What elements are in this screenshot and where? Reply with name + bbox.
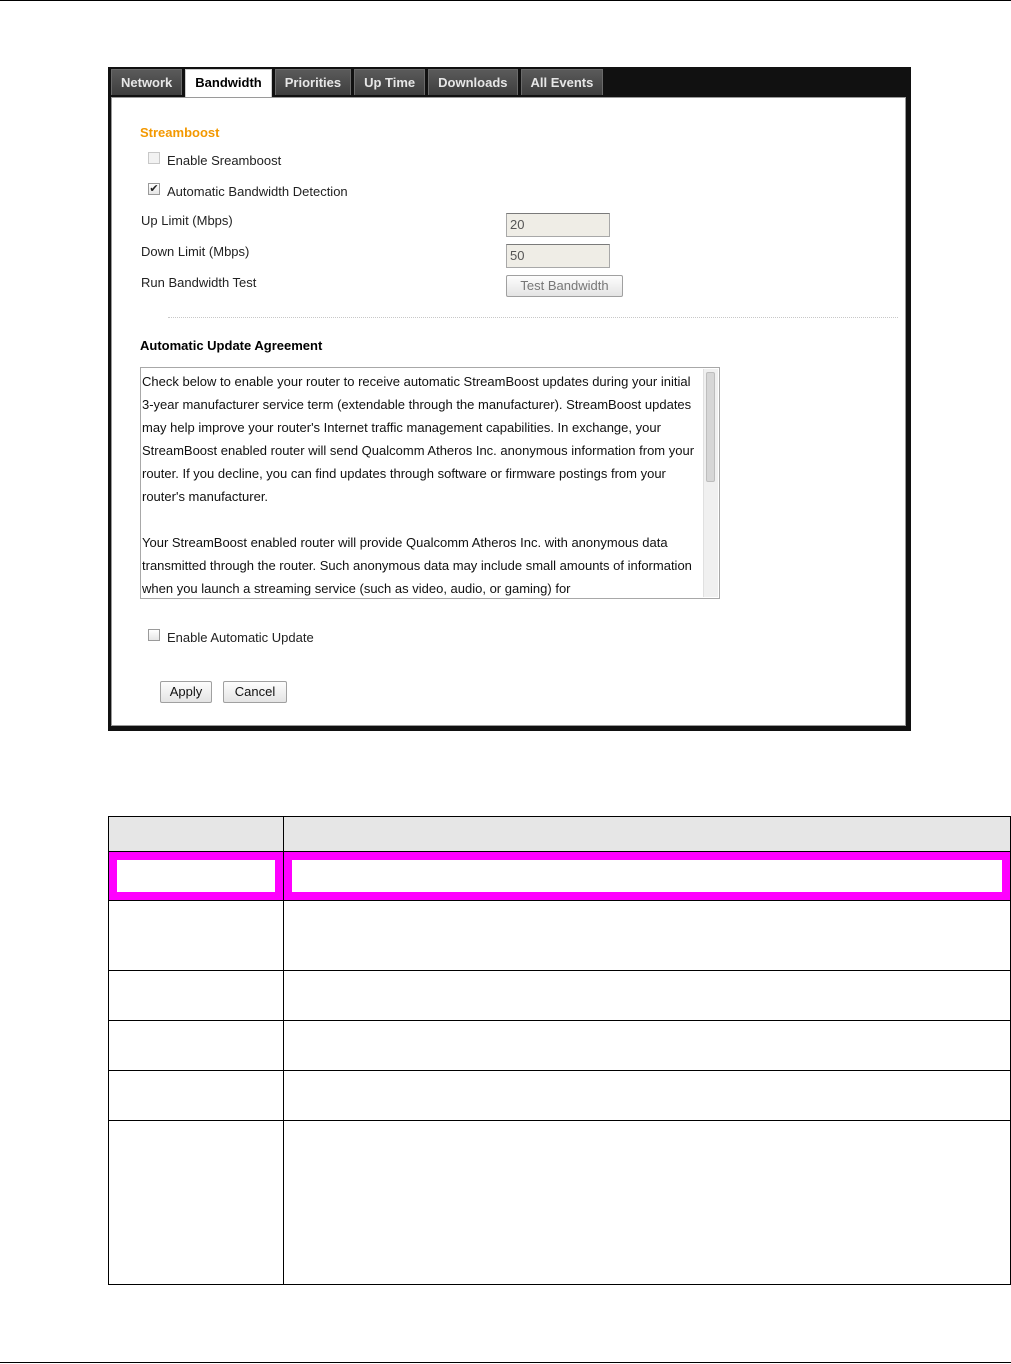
table-header-cell (109, 817, 284, 852)
enable-automatic-update-checkbox[interactable] (148, 629, 160, 641)
agreement-text-box[interactable] (140, 367, 720, 599)
bandwidth-panel (111, 97, 906, 726)
highlight-box (109, 852, 283, 900)
agreement-content (142, 370, 702, 599)
table-row-highlighted (109, 852, 1011, 901)
tab-priorities[interactable]: Priorities (275, 69, 351, 95)
auto-bandwidth-detection-label: Automatic Bandwidth Detection (167, 184, 348, 199)
table-cell (284, 1121, 1011, 1285)
table-row (109, 1021, 1011, 1071)
table-header-row (109, 817, 1011, 852)
enable-automatic-update-label: Enable Automatic Update (167, 630, 314, 645)
tab-downloads[interactable]: Downloads (428, 69, 517, 95)
scrollbar-thumb[interactable] (706, 372, 715, 482)
tab-bandwidth[interactable]: Bandwidth (185, 69, 271, 98)
table-cell (284, 971, 1011, 1021)
table-cell (284, 1071, 1011, 1121)
table-cell (109, 971, 284, 1021)
table-row (109, 901, 1011, 971)
agreement-paragraph-1: Check below to enable your router to receive automatic StreamBoost updates during your initial 3-year manufacturer service term (extendable through the manufacturer). StreamBoost updates may help improve your router's Internet traffic management capabilities. In exchange, your StreamBoost enabled router will send Qualcomm Atheros Inc. anonymous information from your router. If you decline, you can find updates through software or firmware postings from your router's manufacturer. (142, 374, 695, 504)
run-bandwidth-test-label: Run Bandwidth Test (141, 275, 257, 290)
tab-network[interactable]: Network (111, 69, 182, 95)
enable-streamboost-checkbox[interactable] (148, 152, 160, 164)
description-table (108, 816, 1011, 1285)
highlight-box (284, 852, 1010, 900)
up-limit-label: Up Limit (Mbps) (141, 213, 233, 228)
table-cell (109, 1021, 284, 1071)
router-settings-window (108, 67, 911, 731)
table-row (109, 1121, 1011, 1285)
up-limit-field[interactable]: 20 (506, 213, 610, 237)
table-cell (109, 1071, 284, 1121)
cancel-button[interactable]: Cancel (223, 681, 287, 703)
apply-button[interactable]: Apply (160, 681, 212, 703)
agreement-title: Automatic Update Agreement (140, 338, 323, 353)
tab-bar (111, 69, 603, 97)
test-bandwidth-button[interactable]: Test Bandwidth (506, 275, 623, 297)
agreement-scrollbar[interactable] (703, 369, 718, 597)
table-header-cell (284, 817, 1011, 852)
table-row (109, 971, 1011, 1021)
table-cell (284, 852, 1011, 901)
page-bottom-rule (0, 1362, 1011, 1363)
agreement-paragraph-2: Your StreamBoost enabled router will provide Qualcomm Atheros Inc. with anonymous data transmitted through the router. Such anonymous data may include small amounts of information when you launch a streaming service (such as video, audio, or gaming) for (142, 535, 692, 596)
table-cell (109, 1121, 284, 1285)
table-cell (109, 901, 284, 971)
tab-up-time[interactable]: Up Time (354, 69, 425, 95)
section-divider (168, 317, 898, 318)
table-cell (284, 1021, 1011, 1071)
streamboost-title: Streamboost (140, 125, 220, 140)
page-top-rule (0, 0, 1011, 1)
table-cell (109, 852, 284, 901)
tab-all-events[interactable]: All Events (521, 69, 604, 95)
table-cell (284, 901, 1011, 971)
checkmark-icon: ✔ (149, 183, 159, 195)
down-limit-field[interactable]: 50 (506, 244, 610, 268)
enable-streamboost-label: Enable Sreamboost (167, 153, 282, 168)
auto-bandwidth-detection-checkbox[interactable] (148, 183, 160, 195)
down-limit-label: Down Limit (Mbps) (141, 244, 250, 259)
table-row (109, 1071, 1011, 1121)
